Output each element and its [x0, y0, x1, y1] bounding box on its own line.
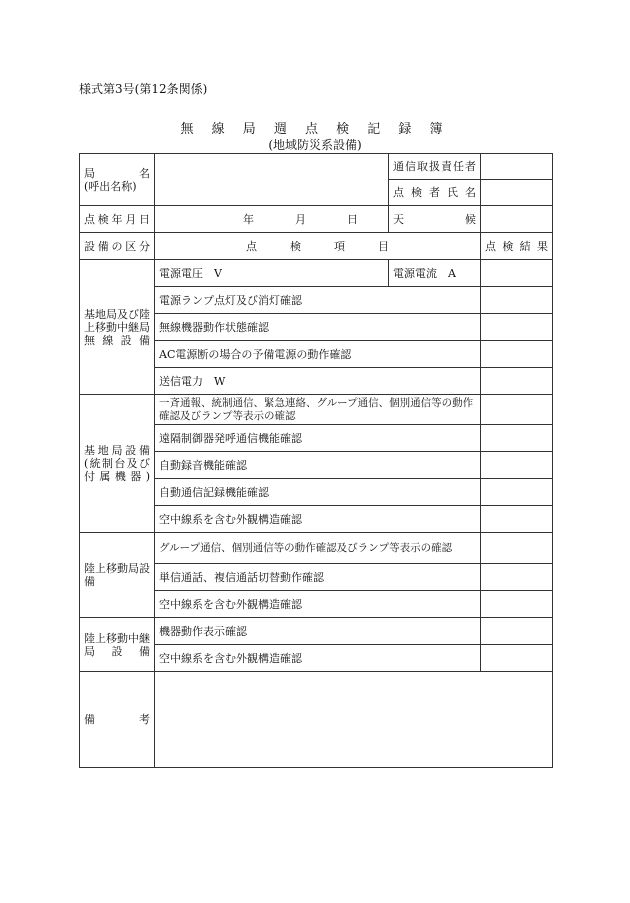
check-item: 空中線系を含む外観構造確認	[155, 591, 481, 618]
section-category: 基地局設備(統制台及び付属機器)	[80, 395, 155, 533]
inspector-field[interactable]	[481, 180, 553, 206]
section-category: 基地局及び陸上移動中継局無線設備	[80, 260, 155, 395]
check-item: グループ通信、個別通信等の動作確認及びランプ等表示の確認	[155, 533, 481, 564]
check-item: 自動通信記録機能確認	[155, 479, 481, 506]
check-item: 一斉通報、統制通信、緊急連絡、グループ通信、個別通信等の動作確認及びランプ等表示の確認	[155, 395, 481, 425]
check-item: 送信電力 W	[155, 368, 481, 395]
check-item: 遠隔制御器発呼通信機能確認	[155, 425, 481, 452]
check-item: 電源電圧 V	[155, 260, 389, 287]
inspection-record-table	[79, 153, 553, 768]
check-item: 空中線系を含む外観構造確認	[155, 645, 481, 672]
date-label: 点検年月日	[80, 206, 155, 233]
weather-field[interactable]	[481, 206, 553, 233]
officer-label: 通信取扱責任者	[389, 154, 481, 180]
remarks-label: 備 考	[80, 672, 155, 768]
check-item: AC電源断の場合の予備電源の動作確認	[155, 341, 481, 368]
result-cell[interactable]	[481, 314, 553, 341]
check-item: 電源電流 A	[389, 260, 481, 287]
result-cell[interactable]	[481, 591, 553, 618]
result-cell[interactable]	[481, 368, 553, 395]
result-cell[interactable]	[481, 533, 553, 564]
section-category: 陸上移動局設備	[80, 533, 155, 618]
section-category: 陸上移動中継局設備	[80, 618, 155, 672]
check-item: 単信通話、複信通話切替動作確認	[155, 564, 481, 591]
month-label: 月	[295, 212, 306, 226]
station-name-label: 局 名 (呼出名称)	[80, 154, 155, 206]
check-item: 自動録音機能確認	[155, 452, 481, 479]
result-cell[interactable]	[481, 618, 553, 645]
document-subtitle: (地域防災系設備)	[268, 138, 362, 152]
year-label: 年	[243, 212, 254, 226]
result-cell[interactable]	[481, 287, 553, 314]
officer-field[interactable]	[481, 154, 553, 180]
result-cell[interactable]	[481, 506, 553, 533]
check-item: 電源ランプ点灯及び消灯確認	[155, 287, 481, 314]
weather-label: 天 候	[389, 206, 481, 233]
check-item: 機器動作表示確認	[155, 618, 481, 645]
result-cell[interactable]	[481, 479, 553, 506]
station-name-field[interactable]	[155, 154, 389, 206]
category-column-header: 設備の区分	[80, 233, 155, 260]
result-cell[interactable]	[481, 395, 553, 425]
check-item: 空中線系を含む外観構造確認	[155, 506, 481, 533]
form-number: 様式第3号(第12条関係)	[79, 82, 208, 96]
check-item: 無線機器動作状態確認	[155, 314, 481, 341]
items-column-header: 点 検 項 目	[155, 233, 481, 260]
date-field[interactable]	[155, 206, 389, 233]
result-cell[interactable]	[481, 645, 553, 672]
result-cell[interactable]	[481, 564, 553, 591]
result-cell[interactable]	[481, 260, 553, 287]
day-label: 日	[347, 212, 358, 226]
result-column-header: 点 検 結 果	[481, 233, 553, 260]
document-title: 無 線 局 週 点 検 記 録 簿	[180, 122, 450, 137]
result-cell[interactable]	[481, 452, 553, 479]
result-cell[interactable]	[481, 341, 553, 368]
inspector-label: 点 検 者 氏 名	[389, 180, 481, 206]
remarks-field[interactable]	[155, 672, 553, 768]
result-cell[interactable]	[481, 425, 553, 452]
